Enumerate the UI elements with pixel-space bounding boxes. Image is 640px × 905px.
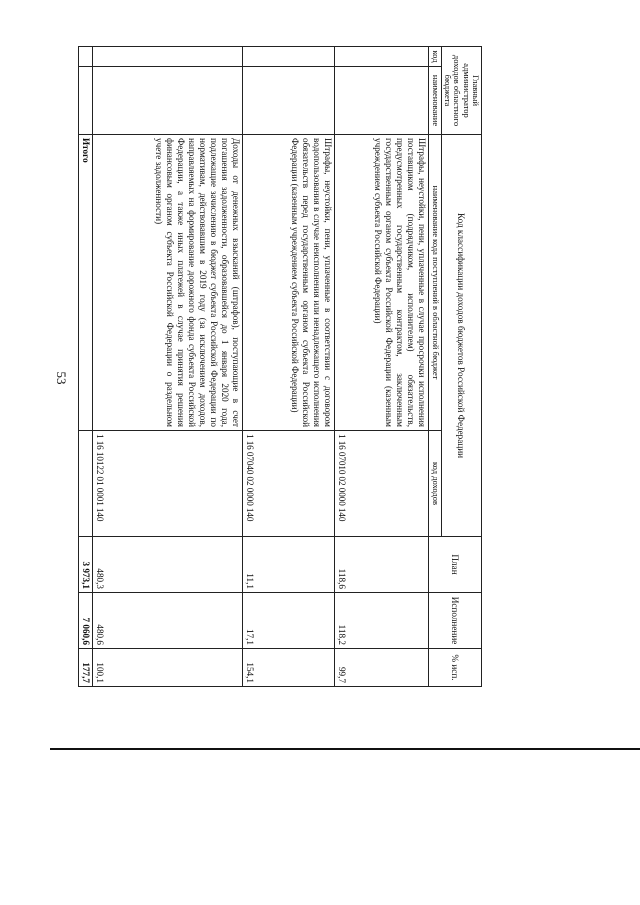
header-code-group: Код классификации доходов бюджетов Российской Федерации <box>441 135 481 537</box>
admin-name-cell <box>93 67 243 135</box>
admin-name-cell <box>243 67 335 135</box>
header-income-name: наименование кода поступлений в областной бюджет <box>429 135 441 431</box>
total-code-cell <box>79 431 93 537</box>
total-admin-name-cell <box>79 67 93 135</box>
execution-cell: 17,1 <box>243 593 335 649</box>
plan-cell: 11,1 <box>243 537 335 593</box>
header-admin-name: наименование <box>429 67 441 135</box>
horizontal-rule <box>50 748 640 750</box>
revenue-table <box>78 46 482 687</box>
header-admin-code: код <box>429 47 441 67</box>
header-admin-group: Главный администратор доходов областного бюджета <box>441 47 481 135</box>
admin-code-cell <box>243 47 335 67</box>
plan-cell: 480,3 <box>93 537 243 593</box>
percent-cell: 154,1 <box>243 649 335 687</box>
code-cell: 1 16 07040 02 0000 140 <box>243 431 335 537</box>
admin-code-cell <box>335 47 429 67</box>
page-number: 53 <box>54 371 69 385</box>
total-plan: 3 973,1 <box>79 537 93 593</box>
table-row <box>243 47 335 687</box>
total-label: Итого <box>79 135 93 431</box>
percent-cell: 100,1 <box>93 649 243 687</box>
table-row <box>335 47 429 687</box>
admin-name-cell <box>335 67 429 135</box>
code-cell: 1 16 10122 01 0001 140 <box>93 431 243 537</box>
revenue-table-sheet <box>81 46 482 686</box>
execution-cell: 118,2 <box>335 593 429 649</box>
description-cell: Штрафы, неустойки, пени, уплаченные в случае просрочки исполнения поставщиком (подрядчиком, исполнителем) обязательств, предусмотренных государственным контрактом, заключенным государственным органом субъекта Российской Федерации (казенным учреждением субъекта Российской Федерации) <box>335 135 429 431</box>
description-cell: Штрафы, неустойки, пени, уплаченные в соответствии с договором водопользования в случае неисполнения или ненадлежащего исполнения обязательств перед государственным органом субъекта Российской Федерации (казенным учреждением субъекта Российской Федерации) <box>243 135 335 431</box>
description-cell: Доходы от денежных взысканий (штрафов), поступающие в счет погашения задолженности, образовавшейся до 1 января 2020 года, подлежащие зачислению в бюджет субъекта Российской Федерации по нормативам, действовавшим в 2019 году (за исключением доходов, направляемых на формирование дорожного фонда субъекта Российской Федерации, а также иных платежей в случае принятия решения финансовым органом субъекта Российской Федерации о раздельном учете задолженности) <box>93 135 243 431</box>
header-execution: Исполнение <box>429 593 482 649</box>
total-row <box>79 47 93 687</box>
plan-cell: 118,6 <box>335 537 429 593</box>
total-percent: 177,7 <box>79 649 93 687</box>
percent-cell: 99,7 <box>335 649 429 687</box>
header-percent: % исп. <box>429 649 482 687</box>
header-plan: План <box>429 537 482 593</box>
table-row <box>93 47 243 687</box>
code-cell: 1 16 07010 02 0000 140 <box>335 431 429 537</box>
header-row-1 <box>441 47 481 687</box>
total-admin-code-cell <box>79 47 93 67</box>
header-income-code: код доходов <box>429 431 441 537</box>
total-execution: 7 060,6 <box>79 593 93 649</box>
execution-cell: 480,6 <box>93 593 243 649</box>
admin-code-cell <box>93 47 243 67</box>
